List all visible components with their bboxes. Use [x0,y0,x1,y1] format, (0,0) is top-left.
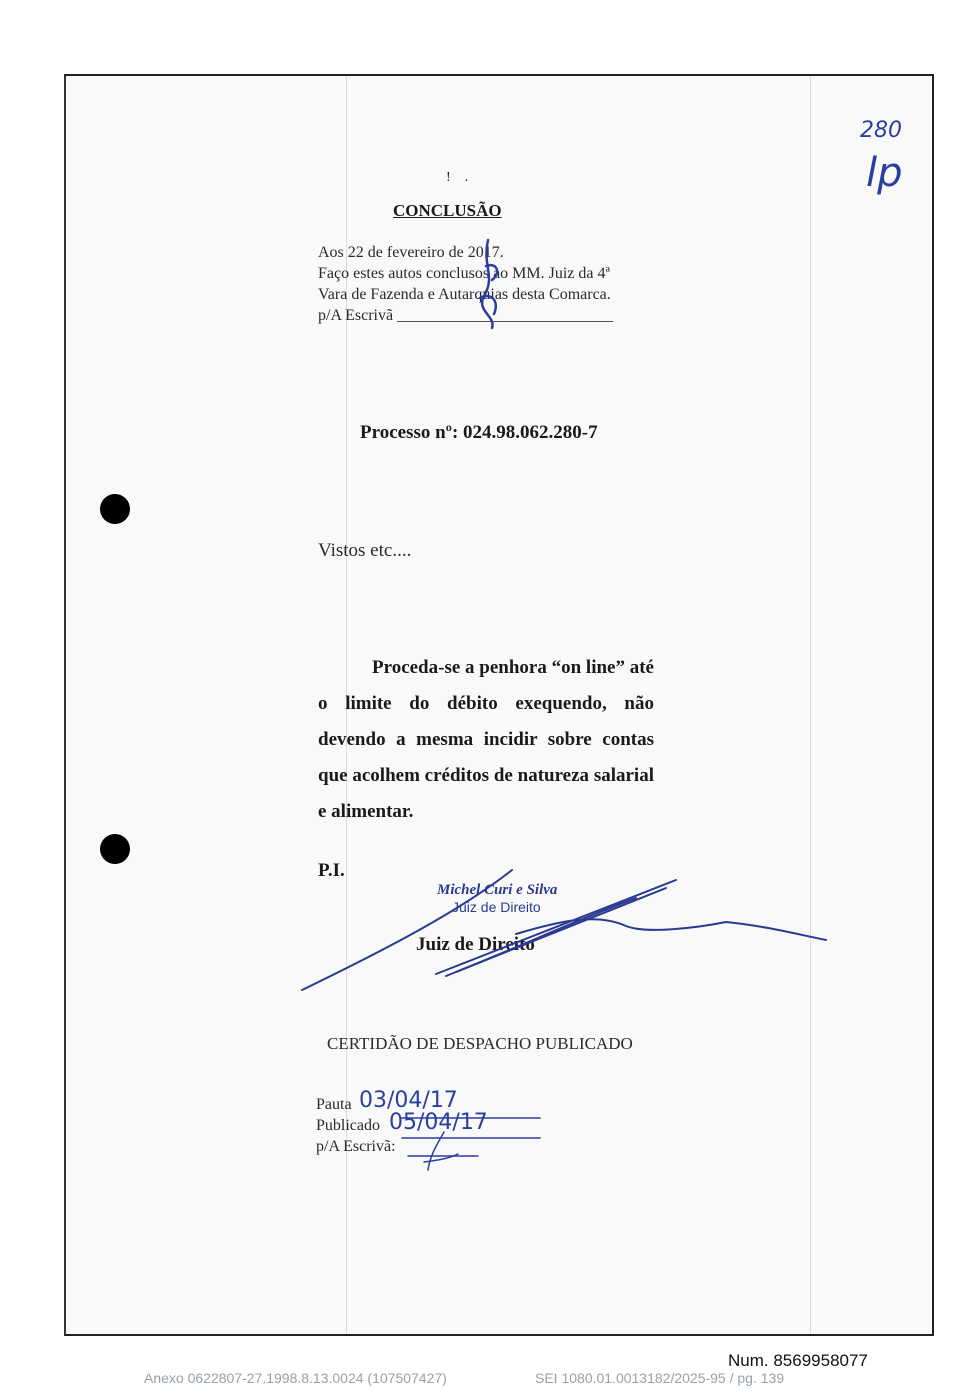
judge-stamp-name: Michel Curi e Silva [437,882,558,898]
conclusao-line: p/A Escrivã ___________________________ [318,307,614,324]
escriva-initial-signature [466,236,516,334]
certidao-title: CERTIDÃO DE DESPACHO PUBLICADO [327,1034,633,1053]
judge-stamp-role: Juiz de Direito [452,899,541,915]
punch-hole [100,834,130,864]
despacho-body [318,650,654,830]
conclusao-line: Vara de Fazenda e Autarquias desta Comarca. [318,286,611,303]
fold-line [810,76,811,1334]
folio-number: 280 [860,118,902,143]
publicado-label: Publicado [316,1117,380,1134]
document-number: Num. 8569958077 [728,1351,868,1370]
publicado-date: 05/04/17 [389,1110,488,1135]
vistos-text: Vistos etc.... [318,540,412,561]
conclusao-title: CONCLUSÃO [393,201,502,220]
footer-anexo: Anexo 0622807-27.1998.8.13.0024 (107507427) [144,1370,447,1386]
conclusao-line: Faço estes autos conclusos ao MM. Juiz da 4ª [318,265,610,282]
pauta-label: Pauta [316,1096,352,1113]
signature-title: Juiz de Direito [416,934,535,955]
punch-hole [100,494,130,524]
escriva-label: p/A Escrivã: [316,1138,396,1155]
top-mark: ! . [446,170,469,185]
conclusao-line: Aos 22 de fevereiro de 2017. [318,244,504,261]
escriva-signature [400,1090,550,1172]
processo-number: Processo nº: 024.98.062.280-7 [360,422,598,443]
folio-initials: lp [866,150,903,196]
despacho-paragraph: Proceda-se a penhora “on line” até o limite do débito exequendo, não devendo a mesma incidir sobre contas que acolhem créditos de natureza salarial e alimentar. [318,657,654,822]
publique-intime: P.I. [318,860,345,881]
footer-sei: SEI 1080.01.0013182/2025-95 / pg. 139 [535,1370,785,1386]
judge-signature [296,864,836,996]
pauta-date: 03/04/17 [359,1088,458,1113]
